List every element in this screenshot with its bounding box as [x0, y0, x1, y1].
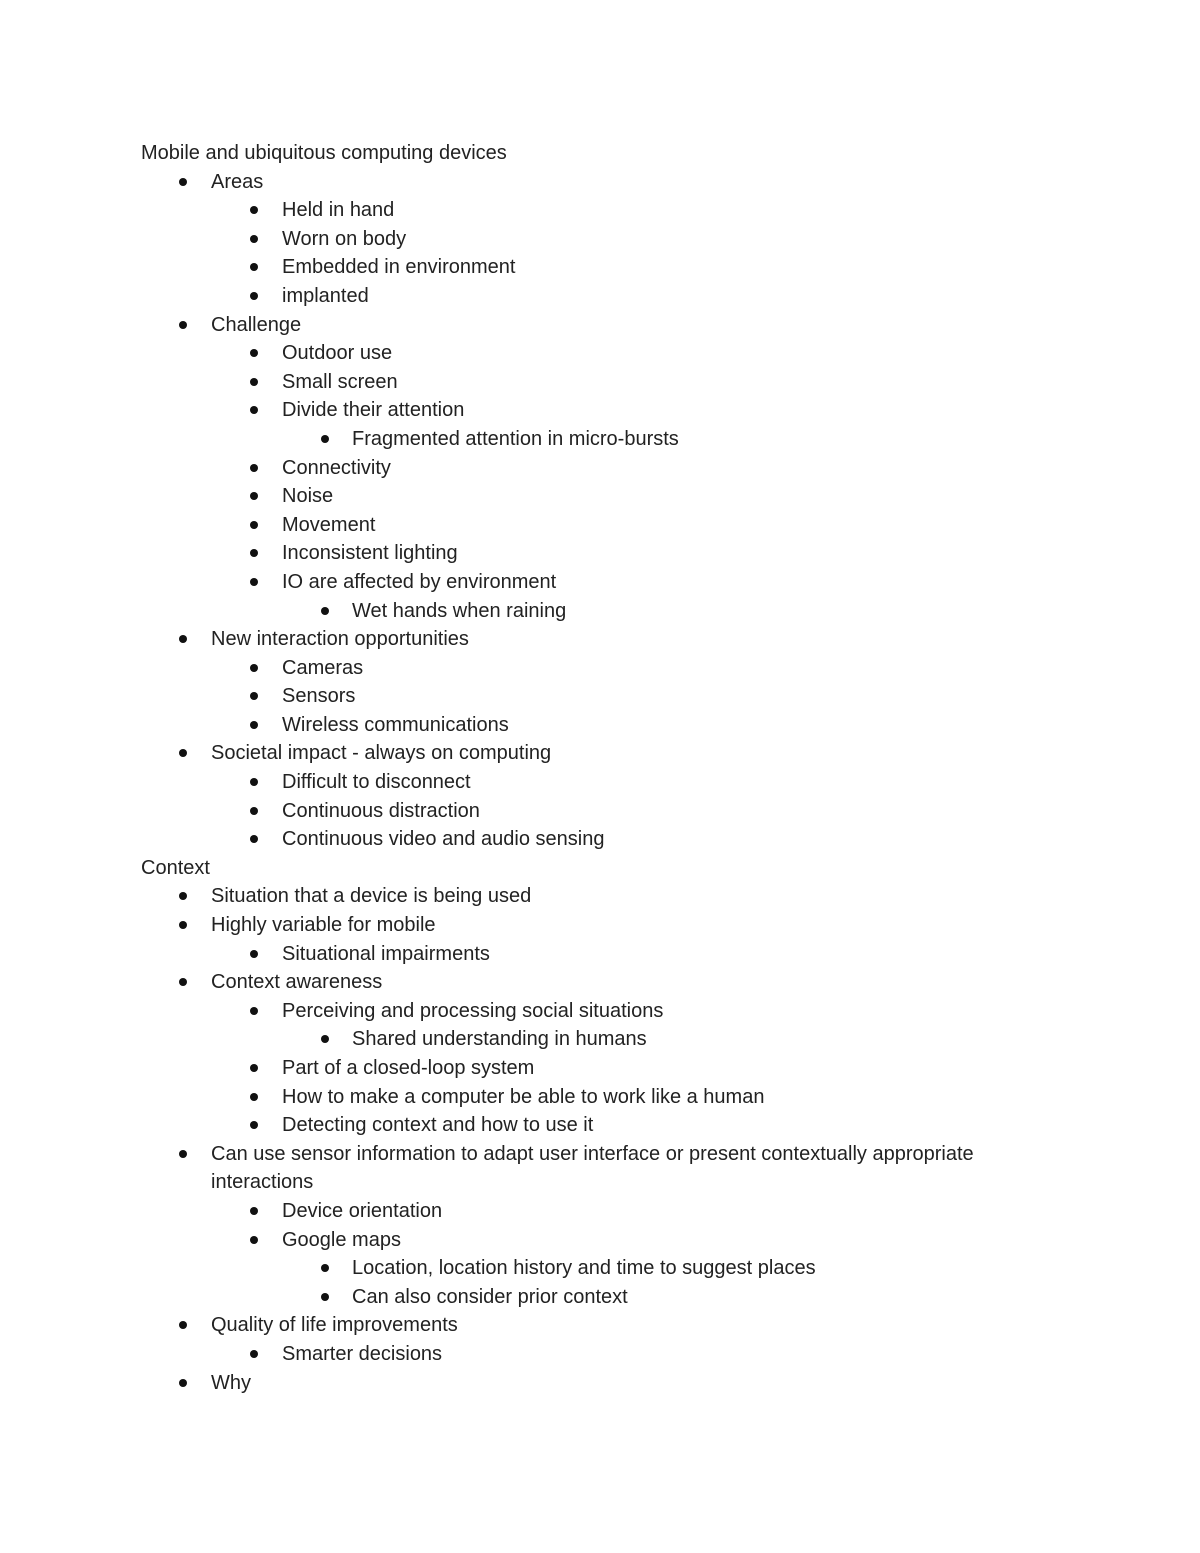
list-item [141, 511, 1061, 540]
bullet-icon [250, 578, 258, 586]
heading-text: Mobile and ubiquitous computing devices [141, 142, 507, 164]
list-item-text: Challenge [211, 313, 302, 336]
list-item-text: Societal impact - always on computing [211, 742, 552, 765]
bullet-icon [250, 406, 258, 414]
list-item-text: Movement [282, 513, 376, 536]
list-item [141, 797, 1061, 826]
bullet-icon [250, 263, 258, 271]
list-item-text: Context awareness [211, 971, 383, 994]
bullet-icon [250, 721, 258, 729]
list-item [141, 682, 1061, 711]
bullet-icon [250, 1236, 258, 1244]
list-item [141, 568, 1061, 597]
document-body [141, 139, 1061, 1397]
list-item [141, 739, 1061, 768]
bullet-icon [179, 1150, 187, 1158]
bullet-icon [179, 1379, 187, 1387]
list-item [141, 1311, 1061, 1340]
list-item [141, 882, 1061, 911]
list-item [141, 825, 1061, 854]
list-item-text: Quality of life improvements [211, 1314, 458, 1337]
list-item-text: Fragmented attention in micro-bursts [352, 427, 679, 450]
bullet-icon [250, 292, 258, 300]
list-item-text: implanted [282, 284, 369, 307]
list-item-text: How to make a computer be able to work like a human [282, 1085, 765, 1108]
list-item [141, 396, 1061, 425]
list-item [141, 1025, 1061, 1054]
list-item [141, 196, 1061, 225]
list-item-text: Noise [282, 485, 334, 508]
bullet-icon [250, 349, 258, 357]
list-item [141, 911, 1061, 940]
list-item-text: Embedded in environment [282, 256, 516, 279]
list-item [141, 368, 1061, 397]
list-item [141, 1226, 1061, 1255]
list-item [141, 311, 1061, 340]
bullet-icon [250, 549, 258, 557]
list-item [141, 940, 1061, 969]
list-item [141, 625, 1061, 654]
bullet-icon [250, 1207, 258, 1215]
list-item [141, 968, 1061, 997]
bullet-icon [250, 1121, 258, 1129]
bullet-icon [250, 778, 258, 786]
list-item-text: Held in hand [282, 199, 395, 222]
bullet-icon [321, 435, 329, 443]
bullet-icon [250, 235, 258, 243]
list-item [141, 1369, 1061, 1398]
list-item [141, 597, 1061, 626]
bullet-icon [250, 835, 258, 843]
list-item-text: Cameras [282, 656, 364, 679]
bullet-icon [179, 749, 187, 757]
list-item-text: Part of a closed-loop system [282, 1057, 535, 1079]
list-item [141, 339, 1061, 368]
list-item [141, 454, 1061, 483]
bullet-icon [250, 950, 258, 958]
list-item-text: Wet hands when raining [352, 599, 567, 622]
list-item-text: Device orientation [282, 1199, 443, 1222]
bullet-icon [250, 521, 258, 529]
bullet-icon [179, 178, 187, 186]
list-item [141, 425, 1061, 454]
section-heading [141, 854, 1061, 883]
bullet-icon [179, 1321, 187, 1329]
bullet-icon [250, 492, 258, 500]
list-item-text: Situation that a device is being used [211, 885, 532, 908]
list-item [141, 654, 1061, 683]
list-item [141, 1083, 1061, 1112]
list-item-text: Google maps [282, 1228, 401, 1251]
bullet-icon [250, 378, 258, 386]
list-item-text: Shared understanding in humans [352, 1028, 647, 1051]
list-item-text: Can use sensor information to adapt user interface or present contextually appropriate interactions [211, 1142, 974, 1194]
list-item [141, 1054, 1061, 1083]
list-item-text: New interaction opportunities [211, 628, 469, 651]
list-item [141, 253, 1061, 282]
list-item-text: Location, location history and time to suggest places [352, 1257, 816, 1280]
list-item-text: Worn on body [282, 227, 407, 250]
list-item [141, 282, 1061, 311]
list-item [141, 997, 1061, 1026]
list-item-text: Outdoor use [282, 342, 393, 365]
bullet-icon [321, 607, 329, 615]
list-item [141, 1111, 1061, 1140]
section-heading [141, 139, 1061, 168]
list-item-text: Continuous distraction [282, 799, 480, 822]
bullet-icon [250, 464, 258, 472]
bullet-icon [250, 807, 258, 815]
bullet-icon [179, 978, 187, 986]
bullet-icon [321, 1035, 329, 1043]
list-item-text: Continuous video and audio sensing [282, 828, 605, 851]
list-item-text: Can also consider prior context [352, 1285, 628, 1308]
list-item [141, 225, 1061, 254]
list-item-text: Difficult to disconnect [282, 771, 471, 794]
bullet-icon [321, 1293, 329, 1301]
list-item [141, 482, 1061, 511]
bullet-icon [321, 1264, 329, 1272]
list-item-text: Divide their attention [282, 399, 465, 422]
bullet-icon [250, 206, 258, 214]
list-item-text: Detecting context and how to use it [282, 1114, 594, 1137]
list-item-text: Perceiving and processing social situations [282, 999, 664, 1022]
bullet-icon [250, 692, 258, 700]
list-item [141, 1340, 1061, 1369]
list-item-text: Small screen [282, 370, 398, 393]
list-item-text: Areas [211, 170, 264, 193]
list-item-text: Situational impairments [282, 942, 490, 965]
list-item-text: Why [211, 1371, 251, 1394]
list-item [141, 1140, 1061, 1197]
list-item-text: Wireless communications [282, 713, 509, 736]
list-item [141, 768, 1061, 797]
bullet-icon [179, 921, 187, 929]
bullet-icon [250, 1007, 258, 1015]
bullet-icon [179, 892, 187, 900]
list-item-text: Inconsistent lighting [282, 542, 458, 565]
bullet-icon [179, 321, 187, 329]
list-item [141, 539, 1061, 568]
bullet-icon [179, 635, 187, 643]
list-item [141, 1197, 1061, 1226]
list-item-text: Sensors [282, 685, 356, 708]
list-item [141, 168, 1061, 197]
bullet-icon [250, 1350, 258, 1358]
list-item [141, 711, 1061, 740]
heading-text: Context [141, 856, 210, 879]
bullet-icon [250, 664, 258, 672]
bullet-icon [250, 1093, 258, 1101]
list-item [141, 1254, 1061, 1283]
list-item-text: Smarter decisions [282, 1342, 443, 1365]
list-item-text: IO are affected by environment [282, 570, 557, 593]
bullet-icon [250, 1064, 258, 1072]
list-item [141, 1283, 1061, 1312]
list-item-text: Highly variable for mobile [211, 914, 436, 937]
list-item-text: Connectivity [282, 456, 391, 479]
